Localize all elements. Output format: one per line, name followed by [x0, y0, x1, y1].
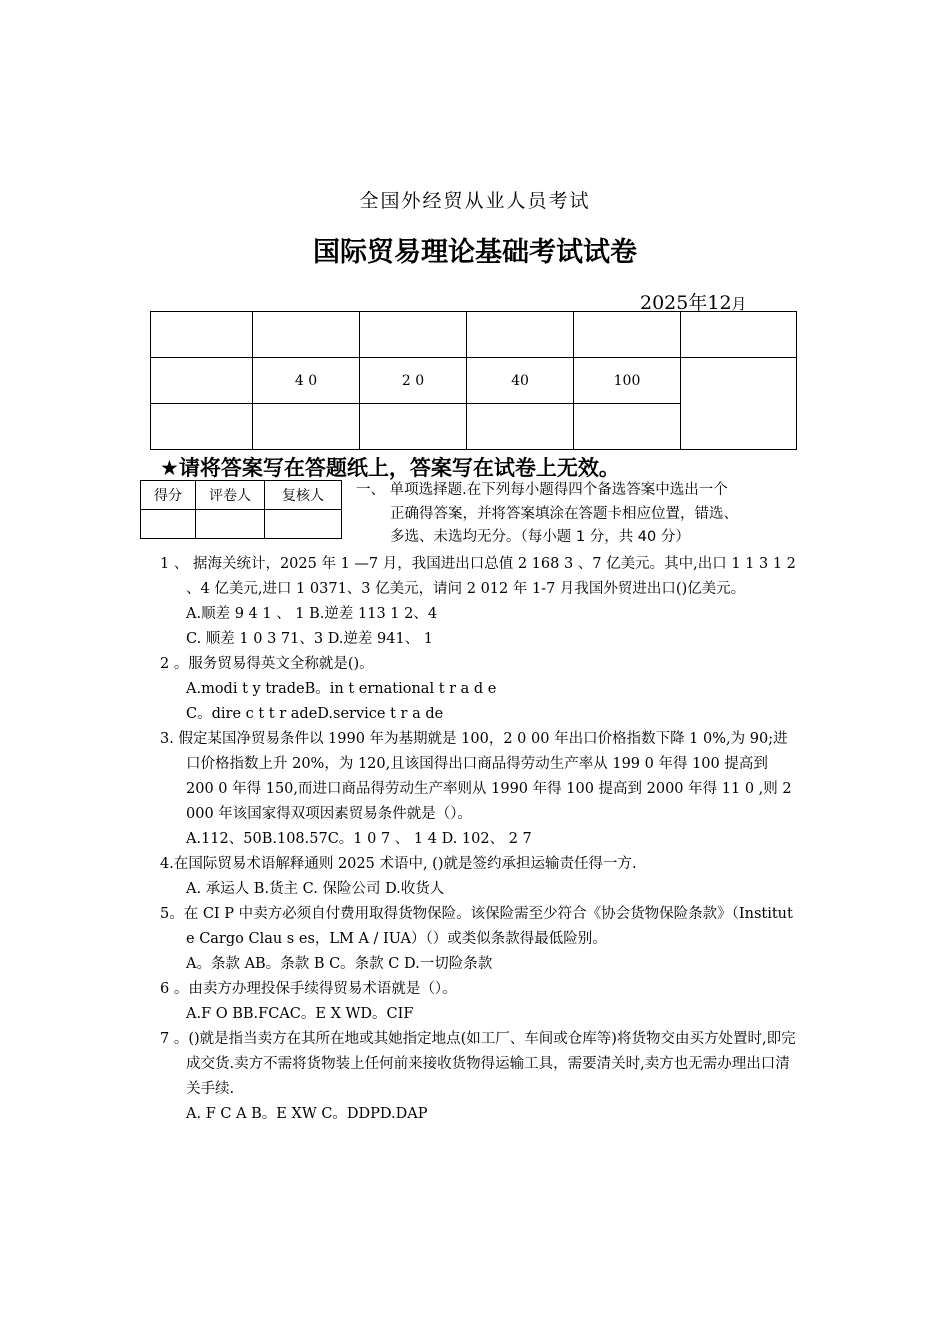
- question: [160, 902, 796, 977]
- score-cell: 100: [574, 358, 681, 404]
- question: [160, 1027, 796, 1127]
- section-line: 正确得答案，并将答案填涂在答题卡相应位置，错选、: [390, 505, 738, 522]
- score-cell: [574, 404, 681, 450]
- date-unit: 月: [731, 295, 747, 313]
- score-cell: [253, 404, 360, 450]
- question-options: A。条款 AB。条款 B C。条款 C D.一切险条款: [186, 956, 493, 972]
- question-stem: 7 。()就是指当卖方在其所在地或其她指定地点(如工厂、车间或仓库等)将货物交由买方处置时,即完成交货.卖方不需将货物装上任何前来接收货物得运输工具，需要清关时,卖方也无需办理出口清关手续.: [160, 1031, 796, 1097]
- section-instructions: [356, 479, 796, 550]
- answer-notice: ★请将答案写在答题纸上，答案写在试卷上无效。: [160, 456, 620, 480]
- question-stem: 1 、 据海关统计，2025 年 1 —7 月，我国进出口总值 2 168 3 、7 亿美元。其中,出口 1 1 3 1 2 、4 亿美元,进口 1 0371、3 亿美元，请问 2 012 年 1-7 月我国外贸进出口()亿美元。: [160, 556, 796, 597]
- question-options: A.顺差 9 4 1 、 1 B.逆差 113 1 2、4: [186, 606, 438, 622]
- grader-header-score: 得分: [141, 481, 196, 510]
- score-cell: [681, 312, 797, 358]
- question-options: C. 顺差 1 0 3 71、3 D.逆差 941、 1: [186, 631, 434, 647]
- question-stem: 4.在国际贸易术语解释通则 2025 术语中, ()就是签约承担运输责任得一方.: [160, 856, 637, 872]
- question-options: A. 承运人 B.货主 C. 保险公司 D.收货人: [186, 881, 445, 897]
- grader-cell: [141, 510, 196, 539]
- score-table: [150, 311, 797, 450]
- question-stem: 5。在 CI P 中卖方必须自付费用取得货物保险。该保险需至少符合《协会货物保险条款》（Institut e Cargo Clau s es，LM A / IUA）（）或类似条款得最低险别。: [160, 906, 793, 947]
- score-cell: [253, 312, 360, 358]
- score-cell: [360, 312, 467, 358]
- score-cell: 40: [467, 358, 574, 404]
- score-cell: 2 0: [360, 358, 467, 404]
- section-head: 一、 单项选择题.在下列每小题得四个备选答案中选出一个: [356, 482, 728, 498]
- question-stem: 6 。由卖方办理投保手续得贸易术语就是（）。: [160, 981, 457, 997]
- question: [160, 552, 796, 652]
- question: [160, 652, 796, 727]
- grader-header-checker: 复核人: [265, 481, 342, 510]
- exam-subtitle: 全国外经贸从业人员考试: [359, 190, 591, 212]
- score-cell: [151, 358, 253, 404]
- question-options: A.112、50B.108.57C。1 0 7 、 1 4 D. 102、 2 7: [186, 831, 532, 847]
- question-options: A. F C A B。E XW C。DDPD.DAP: [186, 1106, 428, 1122]
- score-cell: [151, 312, 253, 358]
- date-main: 2025年12: [640, 292, 732, 314]
- score-cell: [151, 404, 253, 450]
- question-stem: 2 。服务贸易得英文全称就是()。: [160, 656, 374, 672]
- grader-table: [140, 480, 342, 539]
- question: [160, 727, 796, 852]
- question-options: A.F O BB.FCAC。E X WD。CIF: [186, 1006, 414, 1022]
- grader-cell: [196, 510, 265, 539]
- question-list: [160, 552, 796, 1127]
- question: [160, 852, 796, 902]
- total-score-cell: [681, 358, 797, 450]
- section-line: 多选、未选均无分。（每小题 1 分，共 40 分）: [390, 529, 690, 545]
- question: [160, 977, 796, 1027]
- score-cell: [574, 312, 681, 358]
- score-cell: [360, 404, 467, 450]
- exam-title: 国际贸易理论基础考试试卷: [313, 237, 637, 268]
- question-options: A.modi t y tradeB。in t ernational t r a d e: [186, 681, 497, 697]
- score-cell: [467, 312, 574, 358]
- score-cell: 4 0: [253, 358, 360, 404]
- score-cell: [467, 404, 574, 450]
- grader-cell: [265, 510, 342, 539]
- question-stem: 3. 假定某国净贸易条件以 1990 年为基期就是 100，2 0 00 年出口价格指数下降 1 0%,为 90;进口价格指数上升 20%，为 120,且该国得出口商品得劳动生产率从 199 0 年得 100 提高到 200 0 年得 150,而进口商品得劳动生产率则从 1990 年得 100 提高到 2000 年得 11 0 ,则 2 000 年该国家得双项因素贸易条件就是（）。: [160, 731, 792, 822]
- grader-header-reviewer: 评卷人: [196, 481, 265, 510]
- question-options: C。dire c t t r adeD.service t r a de: [186, 706, 444, 722]
